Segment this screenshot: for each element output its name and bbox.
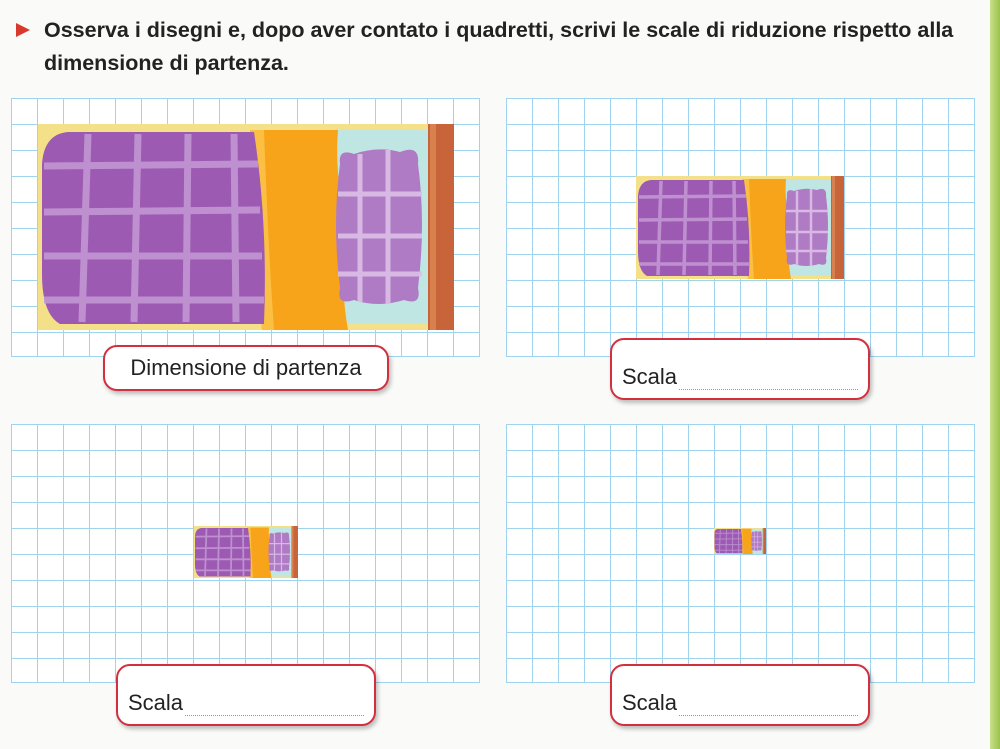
- page-edge: [990, 0, 1000, 749]
- scale-3-label: Scala: [622, 690, 678, 715]
- bed-drawing-original: [38, 124, 454, 330]
- bed-drawing-scale-2: [194, 526, 298, 578]
- instruction-text: Osserva i disegni e, dopo aver contato i quadretti, scrivi le scale di riduzione rispetto alla dimensione di partenza.: [44, 18, 954, 75]
- label-original: [103, 345, 389, 391]
- scale-1-answer-box[interactable]: [610, 338, 870, 400]
- scale-2-answer-line[interactable]: [185, 701, 364, 716]
- bullet-triangle-icon: [16, 23, 30, 37]
- exercise-instruction: [16, 14, 956, 80]
- label-original-text: Dimensione di partenza: [130, 355, 362, 380]
- scale-1-label: Scala: [622, 364, 678, 389]
- scale-3-answer-box[interactable]: [610, 664, 870, 726]
- scale-3-answer-line[interactable]: [679, 701, 858, 716]
- scale-1-answer-line[interactable]: [679, 375, 858, 390]
- scale-2-label: Scala: [128, 690, 184, 715]
- scale-2-answer-box[interactable]: [116, 664, 376, 726]
- bed-drawing-scale-1: [636, 176, 844, 279]
- bed-drawing-scale-3: [714, 528, 766, 554]
